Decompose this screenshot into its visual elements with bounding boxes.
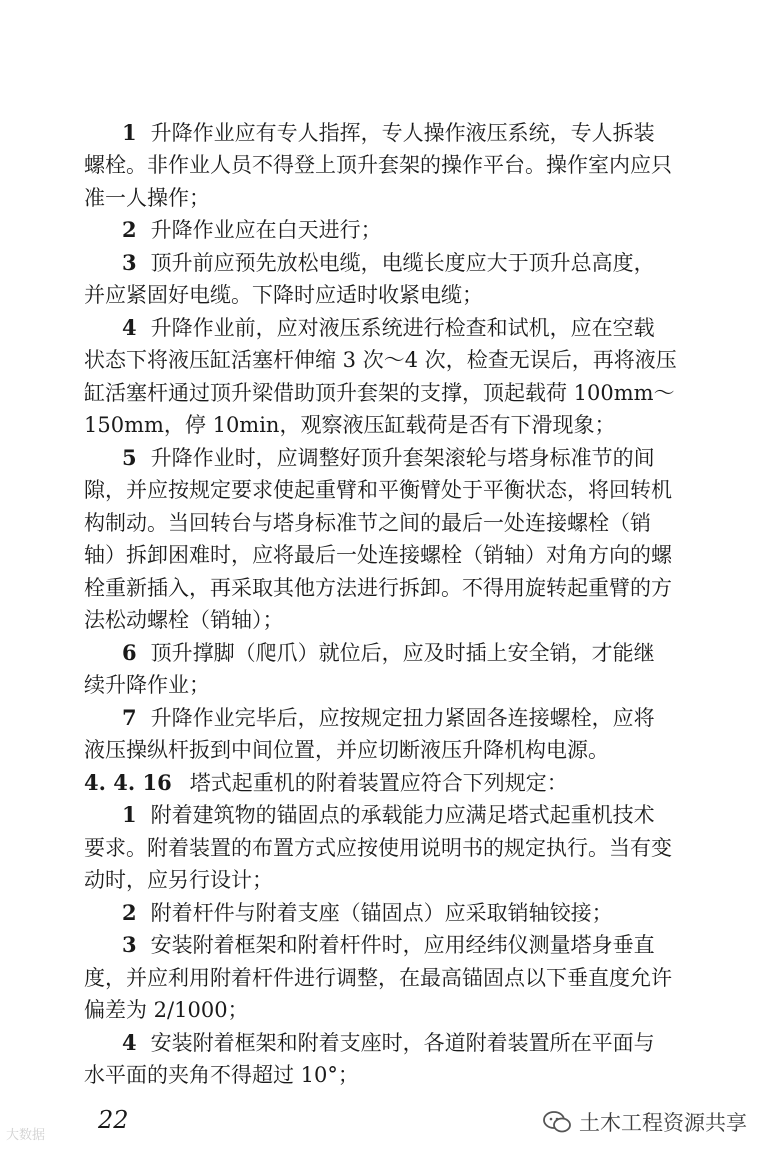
text-line: 液压操纵杆扳到中间位置，并应切断液压升降机构电源。 bbox=[84, 738, 609, 762]
text-line: 缸活塞杆通过顶升梁借助顶升套架的支撑，顶起载荷 100mm～ bbox=[84, 381, 675, 405]
list-item: 4 升降作业前，应对液压系统进行检查和试机，应在空载 bbox=[122, 315, 655, 340]
text-line: 并应紧固好电缆。下降时应适时收紧电缆； bbox=[84, 283, 483, 307]
text-line: 构制动。当回转台与塔身标准节之间的最后一处连接螺栓（销 bbox=[84, 511, 651, 535]
wechat-icon bbox=[543, 1110, 571, 1134]
list-item: 2 升降作业应在白天进行； bbox=[122, 217, 382, 242]
list-item: 6 顶升撑脚（爬爪）就位后，应及时插上安全销，才能继 bbox=[122, 640, 655, 665]
text-line: 偏差为 2/1000； bbox=[84, 998, 249, 1022]
list-item: 1 附着建筑物的锚固点的承载能力应满足塔式起重机技术 bbox=[122, 802, 655, 827]
clause-heading: 4. 4. 16 塔式起重机的附着装置应符合下列规定： bbox=[84, 770, 568, 795]
text-line: 螺栓。非作业人员不得登上顶升套架的操作平台。操作室内应只 bbox=[84, 153, 672, 177]
text-line: 法松动螺栓（销轴）； bbox=[84, 608, 284, 632]
list-item: 3 安装附着框架和附着杆件时，应用经纬仪测量塔身垂直 bbox=[122, 932, 655, 957]
text-line: 150mm，停 10min，观察液压缸载荷是否有下滑现象； bbox=[84, 413, 616, 437]
text-line: 轴）拆卸困难时，应将最后一处连接螺栓（销轴）对角方向的螺 bbox=[84, 543, 672, 567]
watermark-text: 土木工程资源共享 bbox=[579, 1111, 747, 1135]
list-item: 1 升降作业应有专人指挥，专人操作液压系统，专人拆装 bbox=[122, 120, 655, 145]
list-item: 2 附着杆件与附着支座（锚固点）应采取销轴铰接； bbox=[122, 900, 613, 925]
watermark-right bbox=[543, 1106, 747, 1138]
page-number: 22 bbox=[98, 1106, 129, 1134]
text-line: 动时，应另行设计； bbox=[84, 868, 273, 892]
text-line: 状态下将液压缸活塞杆伸缩 3 次～4 次，检查无误后，再将液压 bbox=[84, 348, 677, 372]
text-line: 隙，并应按规定要求使起重臂和平衡臂处于平衡状态，将回转机 bbox=[84, 478, 672, 502]
text-line: 要求。附着装置的布置方式应按使用说明书的规定执行。当有变 bbox=[84, 836, 672, 860]
watermark-left: 大数据 bbox=[6, 1128, 46, 1143]
text-line: 水平面的夹角不得超过 10°； bbox=[84, 1063, 359, 1087]
text-line: 度，并应利用附着杆件进行调整，在最高锚固点以下垂直度允许 bbox=[84, 966, 672, 990]
text-line: 栓重新插入，再采取其他方法进行拆卸。不得用旋转起重臂的方 bbox=[84, 576, 672, 600]
list-item: 4 安装附着框架和附着支座时，各道附着装置所在平面与 bbox=[122, 1030, 655, 1055]
list-item: 7 升降作业完毕后，应按规定扭力紧固各连接螺栓，应将 bbox=[122, 705, 655, 730]
list-item: 3 顶升前应预先放松电缆，电缆长度应大于顶升总高度， bbox=[122, 250, 655, 275]
text-line: 续升降作业； bbox=[84, 673, 210, 697]
list-item: 5 升降作业时，应调整好顶升套架滚轮与塔身标准节的间 bbox=[122, 445, 655, 470]
text-line: 准一人操作； bbox=[84, 186, 210, 210]
